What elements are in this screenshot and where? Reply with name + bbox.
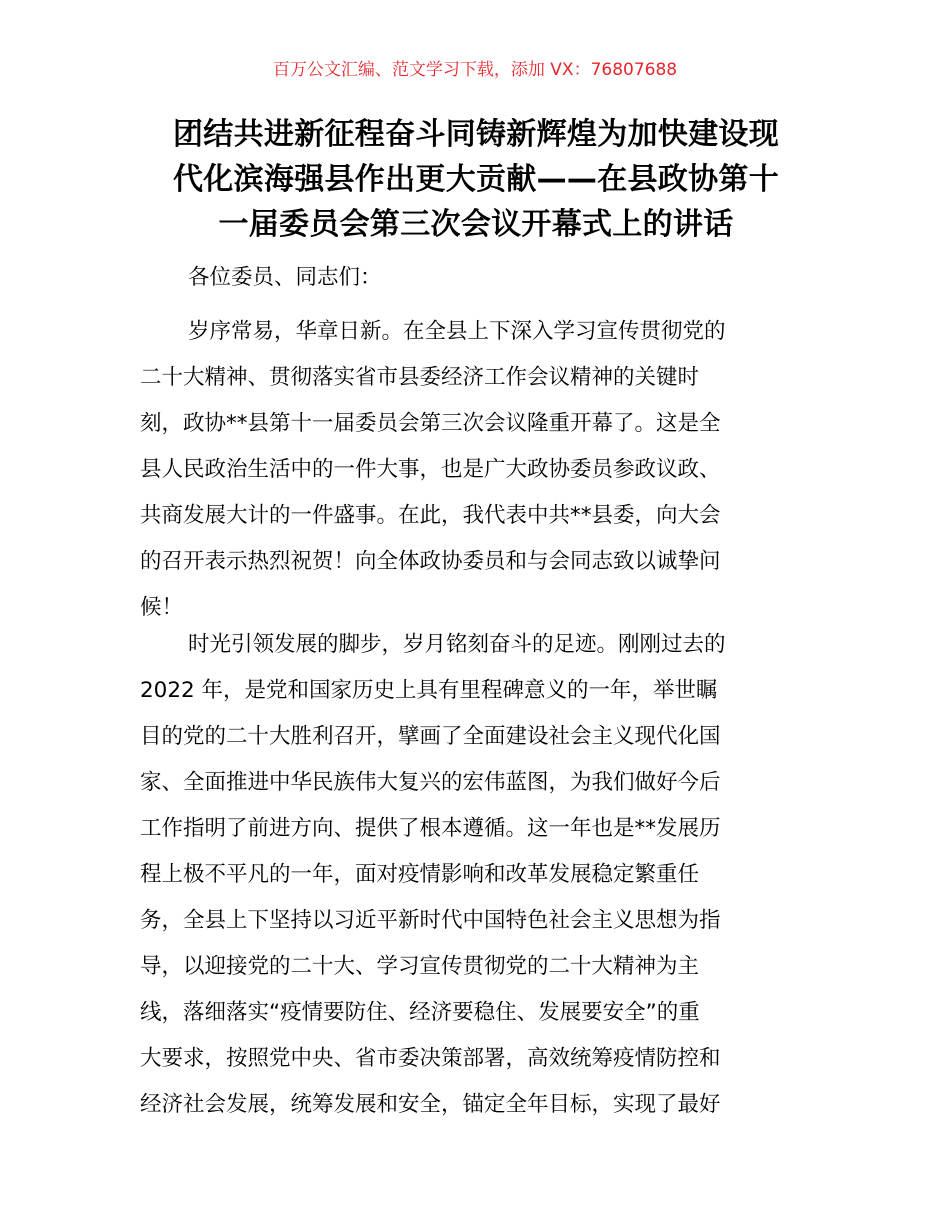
title-line: 代化滨海强县作出更大贡献——在县政协第十 [173, 162, 779, 197]
paragraph-line: 共商发展大计的一件盛事。在此，我代表中共**县委，向大会 [140, 503, 721, 528]
paragraph-line: 目的党的二十大胜利召开，擘画了全面建设社会主义现代化国 [140, 724, 721, 749]
greeting: 各位委员、同志们： [188, 265, 382, 290]
paragraph-line: 岁序常易，华章日新。在全县上下深入学习宣传贯彻党的 [188, 319, 726, 344]
paragraph-line: 县人民政治生活中的一件大事，也是广大政协委员参政议政、 [140, 457, 721, 482]
paragraph-line: 的召开表示热烈祝贺！向全体政协委员和与会同志致以诚挚问 [140, 549, 721, 574]
paragraph-line: 经济社会发展，统筹发展和安全，锚定全年目标，实现了最好 [140, 1092, 721, 1117]
paragraph-line: 工作指明了前进方向、提供了根本遵循。这一年也是**发展历 [140, 816, 721, 841]
paragraph-line: 务，全县上下坚持以习近平新时代中国特色社会主义思想为指 [140, 908, 721, 933]
paragraph-line: 刻，政协**县第十一届委员会第三次会议隆重开幕了。这是全 [140, 411, 721, 436]
paragraph-2 [140, 622, 820, 1128]
paragraph-line: 家、全面推进中华民族伟大复兴的宏伟蓝图，为我们做好今后 [140, 770, 721, 795]
title-line: 一届委员会第三次会议开幕式上的讲话 [218, 207, 734, 242]
promo-header: 百万公文汇编、范文学习下载，添加 VX：76807688 [272, 60, 678, 80]
paragraph-1 [140, 309, 820, 631]
paragraph-line: 二十大精神、贯彻落实省市县委经济工作会议精神的关键时 [140, 365, 700, 390]
paragraph-line: 候！ [140, 595, 184, 620]
paragraph-line: 导，以迎接党的二十大、学习宣传贯彻党的二十大精神为主 [140, 954, 700, 979]
paragraph-line: 程上极不平凡的一年，面对疫情影响和改革发展稳定繁重任 [140, 862, 700, 887]
paragraph-line: 2022 年，是党和国家历史上具有里程碑意义的一年，举世瞩 [140, 678, 718, 703]
paragraph-line: 大要求，按照党中央、省市委决策部署，高效统筹疫情防控和 [140, 1046, 721, 1071]
document-title [140, 112, 812, 247]
paragraph-line: 时光引领发展的脚步，岁月铭刻奋斗的足迹。刚刚过去的 [188, 632, 726, 657]
title-line: 团结共进新征程奋斗同铸新辉煌为加快建设现 [173, 117, 779, 152]
paragraph-line: 线，落细落实“疫情要防住、经济要稳住、发展要安全”的重 [140, 1000, 700, 1025]
